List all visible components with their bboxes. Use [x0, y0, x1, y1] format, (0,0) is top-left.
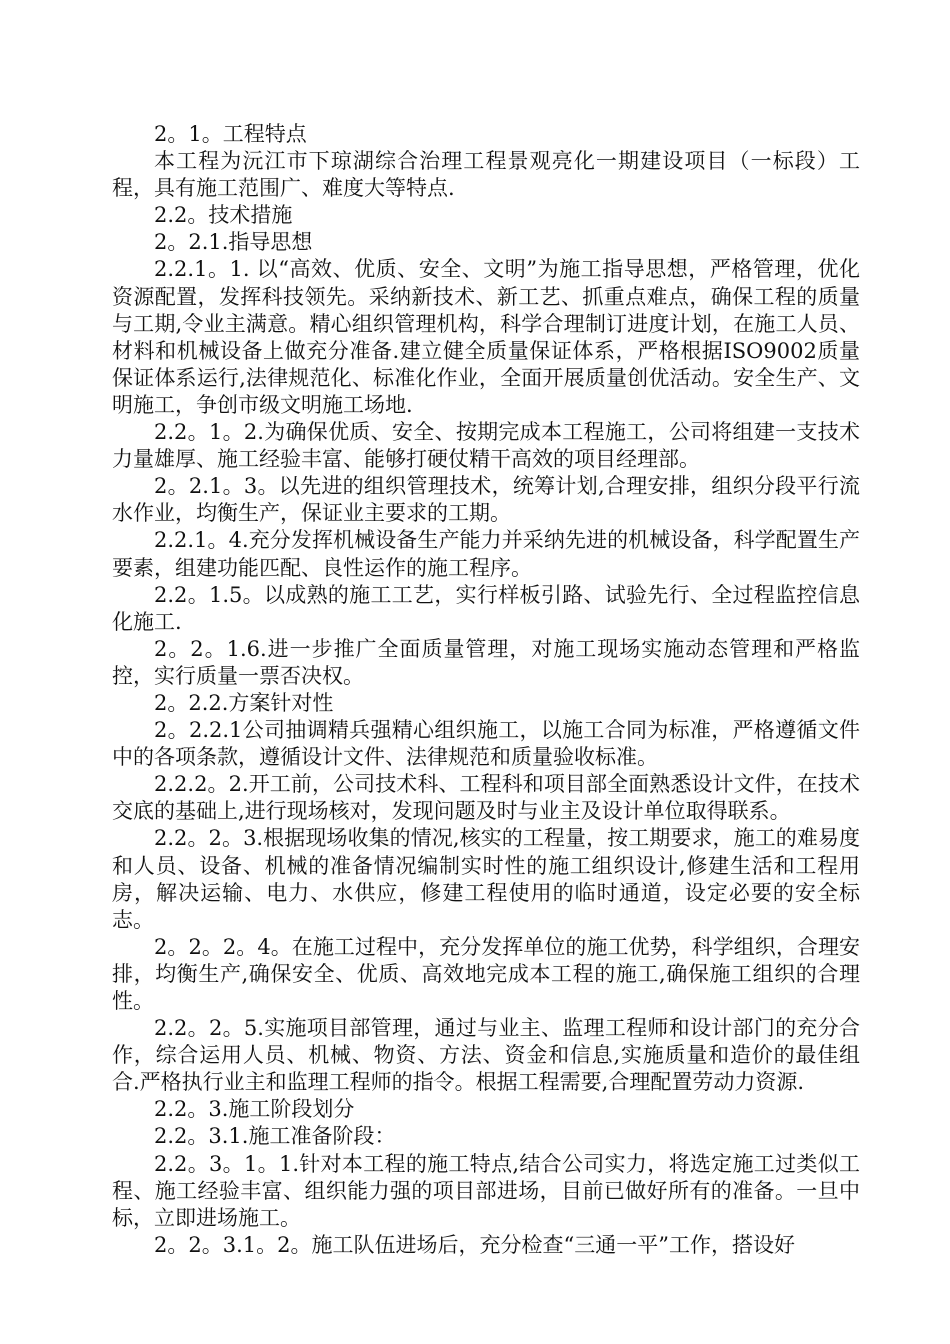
section-heading-2-1: 2。1。工程特点 [154, 122, 307, 146]
body-paragraph: 2.2.1。4.充分发挥机械设备生产能力并采纳先进的机械设备，科学配置生产要素，组建功能匹配、良性运作的施工程序。 [112, 528, 860, 580]
subsection-heading-2-2-1: 2。2.1.指导思想 [154, 230, 313, 255]
document-body [112, 121, 860, 1259]
body-paragraph: 2。2。2。4。在施工过程中，充分发挥单位的施工优势，科学组织，合理安排，均衡生产,确保安全、优质、高效地完成本工程的施工,确保施工组织的合理性。 [112, 934, 860, 1013]
body-paragraph: 2。2.1。3。以先进的组织管理技术，统筹计划,合理安排，组织分段平行流水作业，均衡生产，保证业主要求的工期。 [112, 474, 860, 526]
body-paragraph: 2.2。1。2.为确保优质、安全、按期完成本工程施工，公司将组建一支技术力量雄厚、施工经验丰富、能够打硬仗精干高效的项目经理部。 [112, 420, 860, 472]
body-paragraph: 2.2.2。2.开工前，公司技术科、工程科和项目部全面熟悉设计文件，在技术交底的基础上,进行现场核对，发现问题及时与业主及设计单位取得联系。 [112, 772, 860, 824]
body-paragraph: 2.2。3。1。1.针对本工程的施工特点,结合公司实力，将选定施工过类似工程、施工经验丰富、组织能力强的项目部进场，目前已做好所有的准备。一旦中标，立即进场施工。 [112, 1151, 860, 1230]
body-paragraph: 2。2.2.1公司抽调精兵强精心组织施工，以施工合同为标准，严格遵循文件中的各项条款，遵循设计文件、法律规范和质量验收标准。 [112, 718, 860, 770]
subsection-heading-2-2-3-1: 2.2。3.1.施工准备阶段： [154, 1124, 396, 1149]
body-paragraph: 2。2。1.6.进一步推广全面质量管理，对施工现场实施动态管理和严格监控，实行质量一票否决权。 [112, 636, 860, 688]
body-paragraph: 本工程为沅江市下琼湖综合治理工程景观亮化一期建设项目（一标段）工程，具有施工范围广、难度大等特点. [112, 149, 860, 201]
body-paragraph: 2。2。3.1。2。施工队伍进场后，充分检查“三通一平”工作，搭设好 [154, 1232, 795, 1257]
subsection-heading-2-2-3: 2.2。3.施工阶段划分 [154, 1097, 355, 1122]
body-paragraph: 2.2。2。3.根据现场收集的情况,核实的工程量，按工期要求，施工的难易度和人员、设备、机械的准备情况编制实时性的施工组织设计,修建生活和工程用房，解决运输、电力、水供应，修建工程使用的临时通道，设定必要的安全标志。 [112, 826, 860, 932]
body-paragraph: 2.2。2。5.实施项目部管理，通过与业主、监理工程师和设计部门的充分合作，综合运用人员、机械、物资、方法、资金和信息,实施质量和造价的最佳组合.严格执行业主和监理工程师的指令。根据工程需要,合理配置劳动力资源. [112, 1016, 860, 1095]
subsection-heading-2-2-2: 2。2.2.方案针对性 [154, 690, 334, 715]
body-paragraph: 2.2。1.5。以成熟的施工工艺，实行样板引路、试验先行、全过程监控信息化施工. [112, 582, 860, 634]
section-heading-2-2: 2.2。技术措施 [154, 203, 293, 228]
body-paragraph: 2.2.1。1. 以“高效、优质、安全、文明”为施工指导思想，严格管理，优化资源配置，发挥科技领先。采纳新技术、新工艺、抓重点难点，确保工程的质量与工期,令业主满意。精心组织管理机构，科学合理制订进度计划，在施工人员、材料和机械设备上做充分准备.建立健全质量保证体系，严格根据ISO9002质量保证体系运行,法律规范化、标准化作业，全面开展质量创优活动。安全生产、文明施工，争创市级文明施工场地. [112, 257, 860, 417]
